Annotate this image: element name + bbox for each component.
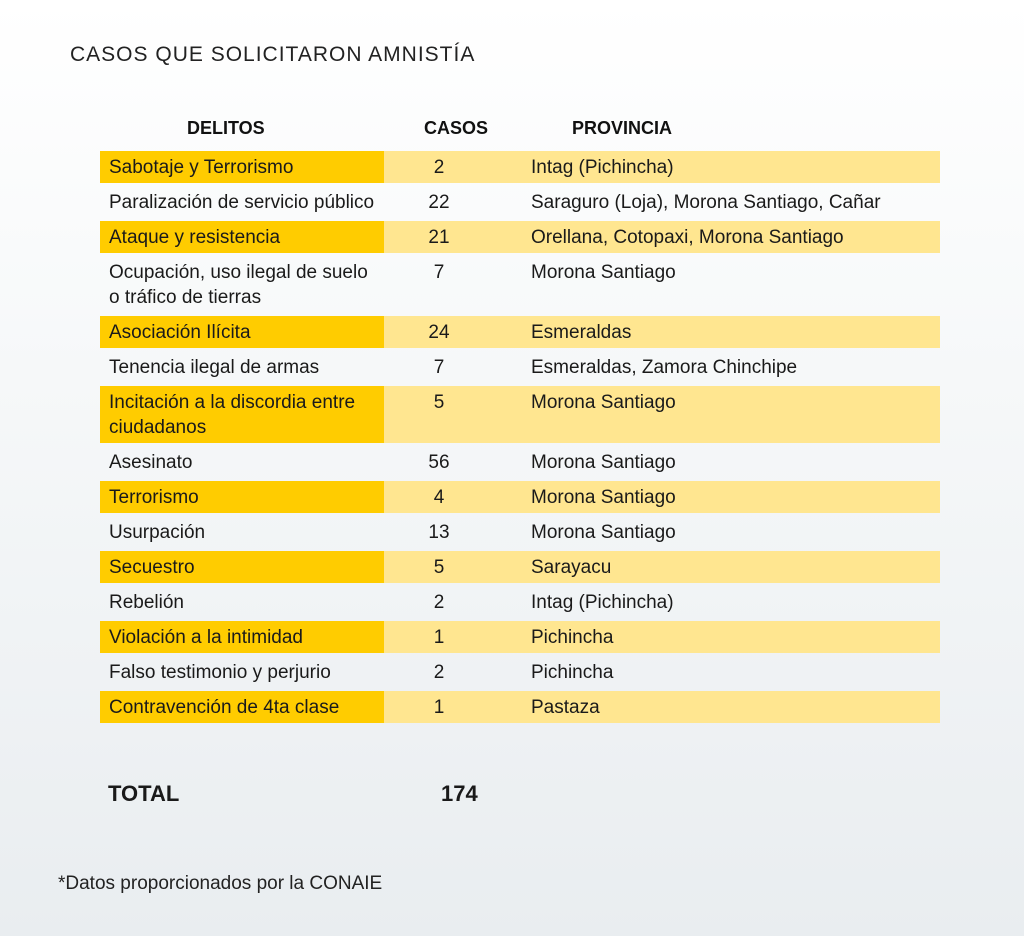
table-row [100,316,940,348]
casos-value: 2 [433,662,445,683]
provincia-text: Intag (Pichincha) [531,592,674,613]
delito-text: Tenencia ilegal de armas [109,357,320,378]
delito-cell [100,691,384,723]
delito-text: Terrorismo [109,487,199,508]
delito-text: Asociación Ilícita [109,322,251,343]
casos-cell [384,656,521,688]
delito-cell [100,351,384,383]
provincia-cell [521,691,940,723]
provincia-cell [521,351,940,383]
delito-text: Secuestro [109,557,195,578]
delito-cell [100,221,384,253]
delito-text: Paralización de servicio público [109,192,375,213]
casos-cell [384,256,521,313]
amnesty-cases-table [100,148,940,726]
casos-value: 7 [433,262,445,283]
delito-cell [100,446,384,478]
provincia-text: Morona Santiago [531,452,676,473]
casos-cell [384,516,521,548]
provincia-cell [521,621,940,653]
delito-cell [100,621,384,653]
delito-cell [100,516,384,548]
casos-cell [384,621,521,653]
casos-value: 56 [428,452,450,473]
table-row [100,351,940,383]
provincia-cell [521,386,940,443]
table-row [100,586,940,618]
provincia-text: Morona Santiago [531,487,676,508]
casos-value: 2 [433,157,445,178]
provincia-text: Pichincha [531,627,614,648]
delito-cell [100,186,384,218]
casos-value: 5 [433,557,445,578]
casos-value: 2 [433,592,445,613]
casos-value: 22 [428,192,450,213]
casos-cell [384,221,521,253]
page-title: CASOS QUE SOLICITARON AMNISTÍA [70,43,476,66]
casos-cell [384,551,521,583]
casos-value: 24 [428,322,450,343]
total-label: TOTAL [108,781,180,806]
provincia-text: Orellana, Cotopaxi, Morona Santiago [531,227,844,248]
delito-text: Rebelión [109,592,184,613]
provincia-cell [521,516,940,548]
table-row [100,446,940,478]
delito-text: Sabotaje y Terrorismo [109,157,294,178]
table-row [100,656,940,688]
delito-text: Ataque y resistencia [109,227,281,248]
provincia-cell [521,316,940,348]
delito-text: Contravención de 4ta clase [109,697,340,718]
casos-cell [384,446,521,478]
delito-text: Asesinato [109,452,193,473]
delito-text: Violación a la intimidad [109,627,303,648]
casos-cell [384,691,521,723]
column-header-casos: CASOS [424,118,489,138]
delito-cell [100,386,384,443]
delito-cell [100,551,384,583]
casos-value: 21 [428,227,450,248]
delito-cell [100,256,384,313]
provincia-text: Esmeraldas [531,322,632,343]
provincia-cell [521,256,940,313]
provincia-text: Sarayacu [531,557,612,578]
column-header-delitos: DELITOS [187,118,265,138]
table-row [100,186,940,218]
casos-value: 1 [433,697,445,718]
provincia-text: Morona Santiago [531,522,676,543]
casos-value: 1 [433,627,445,648]
provincia-cell [521,446,940,478]
provincia-cell [521,151,940,183]
delito-text: Incitación a la discordia entre ciudadanos [109,392,356,438]
provincia-text: Pichincha [531,662,614,683]
delito-text: Ocupación, uso ilegal de suelo o tráfico de tierras [109,262,368,308]
footnote: *Datos proporcionados por la CONAIE [58,873,383,894]
casos-cell [384,586,521,618]
delito-cell [100,586,384,618]
provincia-text: Morona Santiago [531,262,676,283]
table-row [100,386,940,443]
table-row [100,516,940,548]
provincia-text: Morona Santiago [531,392,676,413]
delito-cell [100,316,384,348]
delito-cell [100,656,384,688]
table-row [100,551,940,583]
casos-value: 4 [433,487,445,508]
total-value: 174 [441,781,478,806]
casos-value: 13 [428,522,450,543]
provincia-text: Pastaza [531,697,600,718]
column-header-provincia: PROVINCIA [572,118,673,138]
table-row [100,691,940,723]
provincia-cell [521,551,940,583]
delito-text: Falso testimonio y perjurio [109,662,331,683]
casos-cell [384,316,521,348]
provincia-cell [521,586,940,618]
table-row [100,221,940,253]
provincia-text: Saraguro (Loja), Morona Santiago, Cañar [531,192,881,213]
casos-value: 7 [433,357,445,378]
casos-cell [384,481,521,513]
casos-cell [384,151,521,183]
casos-cell [384,386,521,443]
delito-cell [100,151,384,183]
provincia-cell [521,186,940,218]
provincia-text: Esmeraldas, Zamora Chinchipe [531,357,798,378]
casos-cell [384,186,521,218]
casos-value: 5 [433,392,445,413]
provincia-cell [521,221,940,253]
provincia-text: Intag (Pichincha) [531,157,674,178]
casos-cell [384,351,521,383]
table-row [100,481,940,513]
delito-cell [100,481,384,513]
provincia-cell [521,656,940,688]
provincia-cell [521,481,940,513]
table-row [100,256,940,313]
table-row [100,151,940,183]
table-row [100,621,940,653]
delito-text: Usurpación [109,522,206,543]
